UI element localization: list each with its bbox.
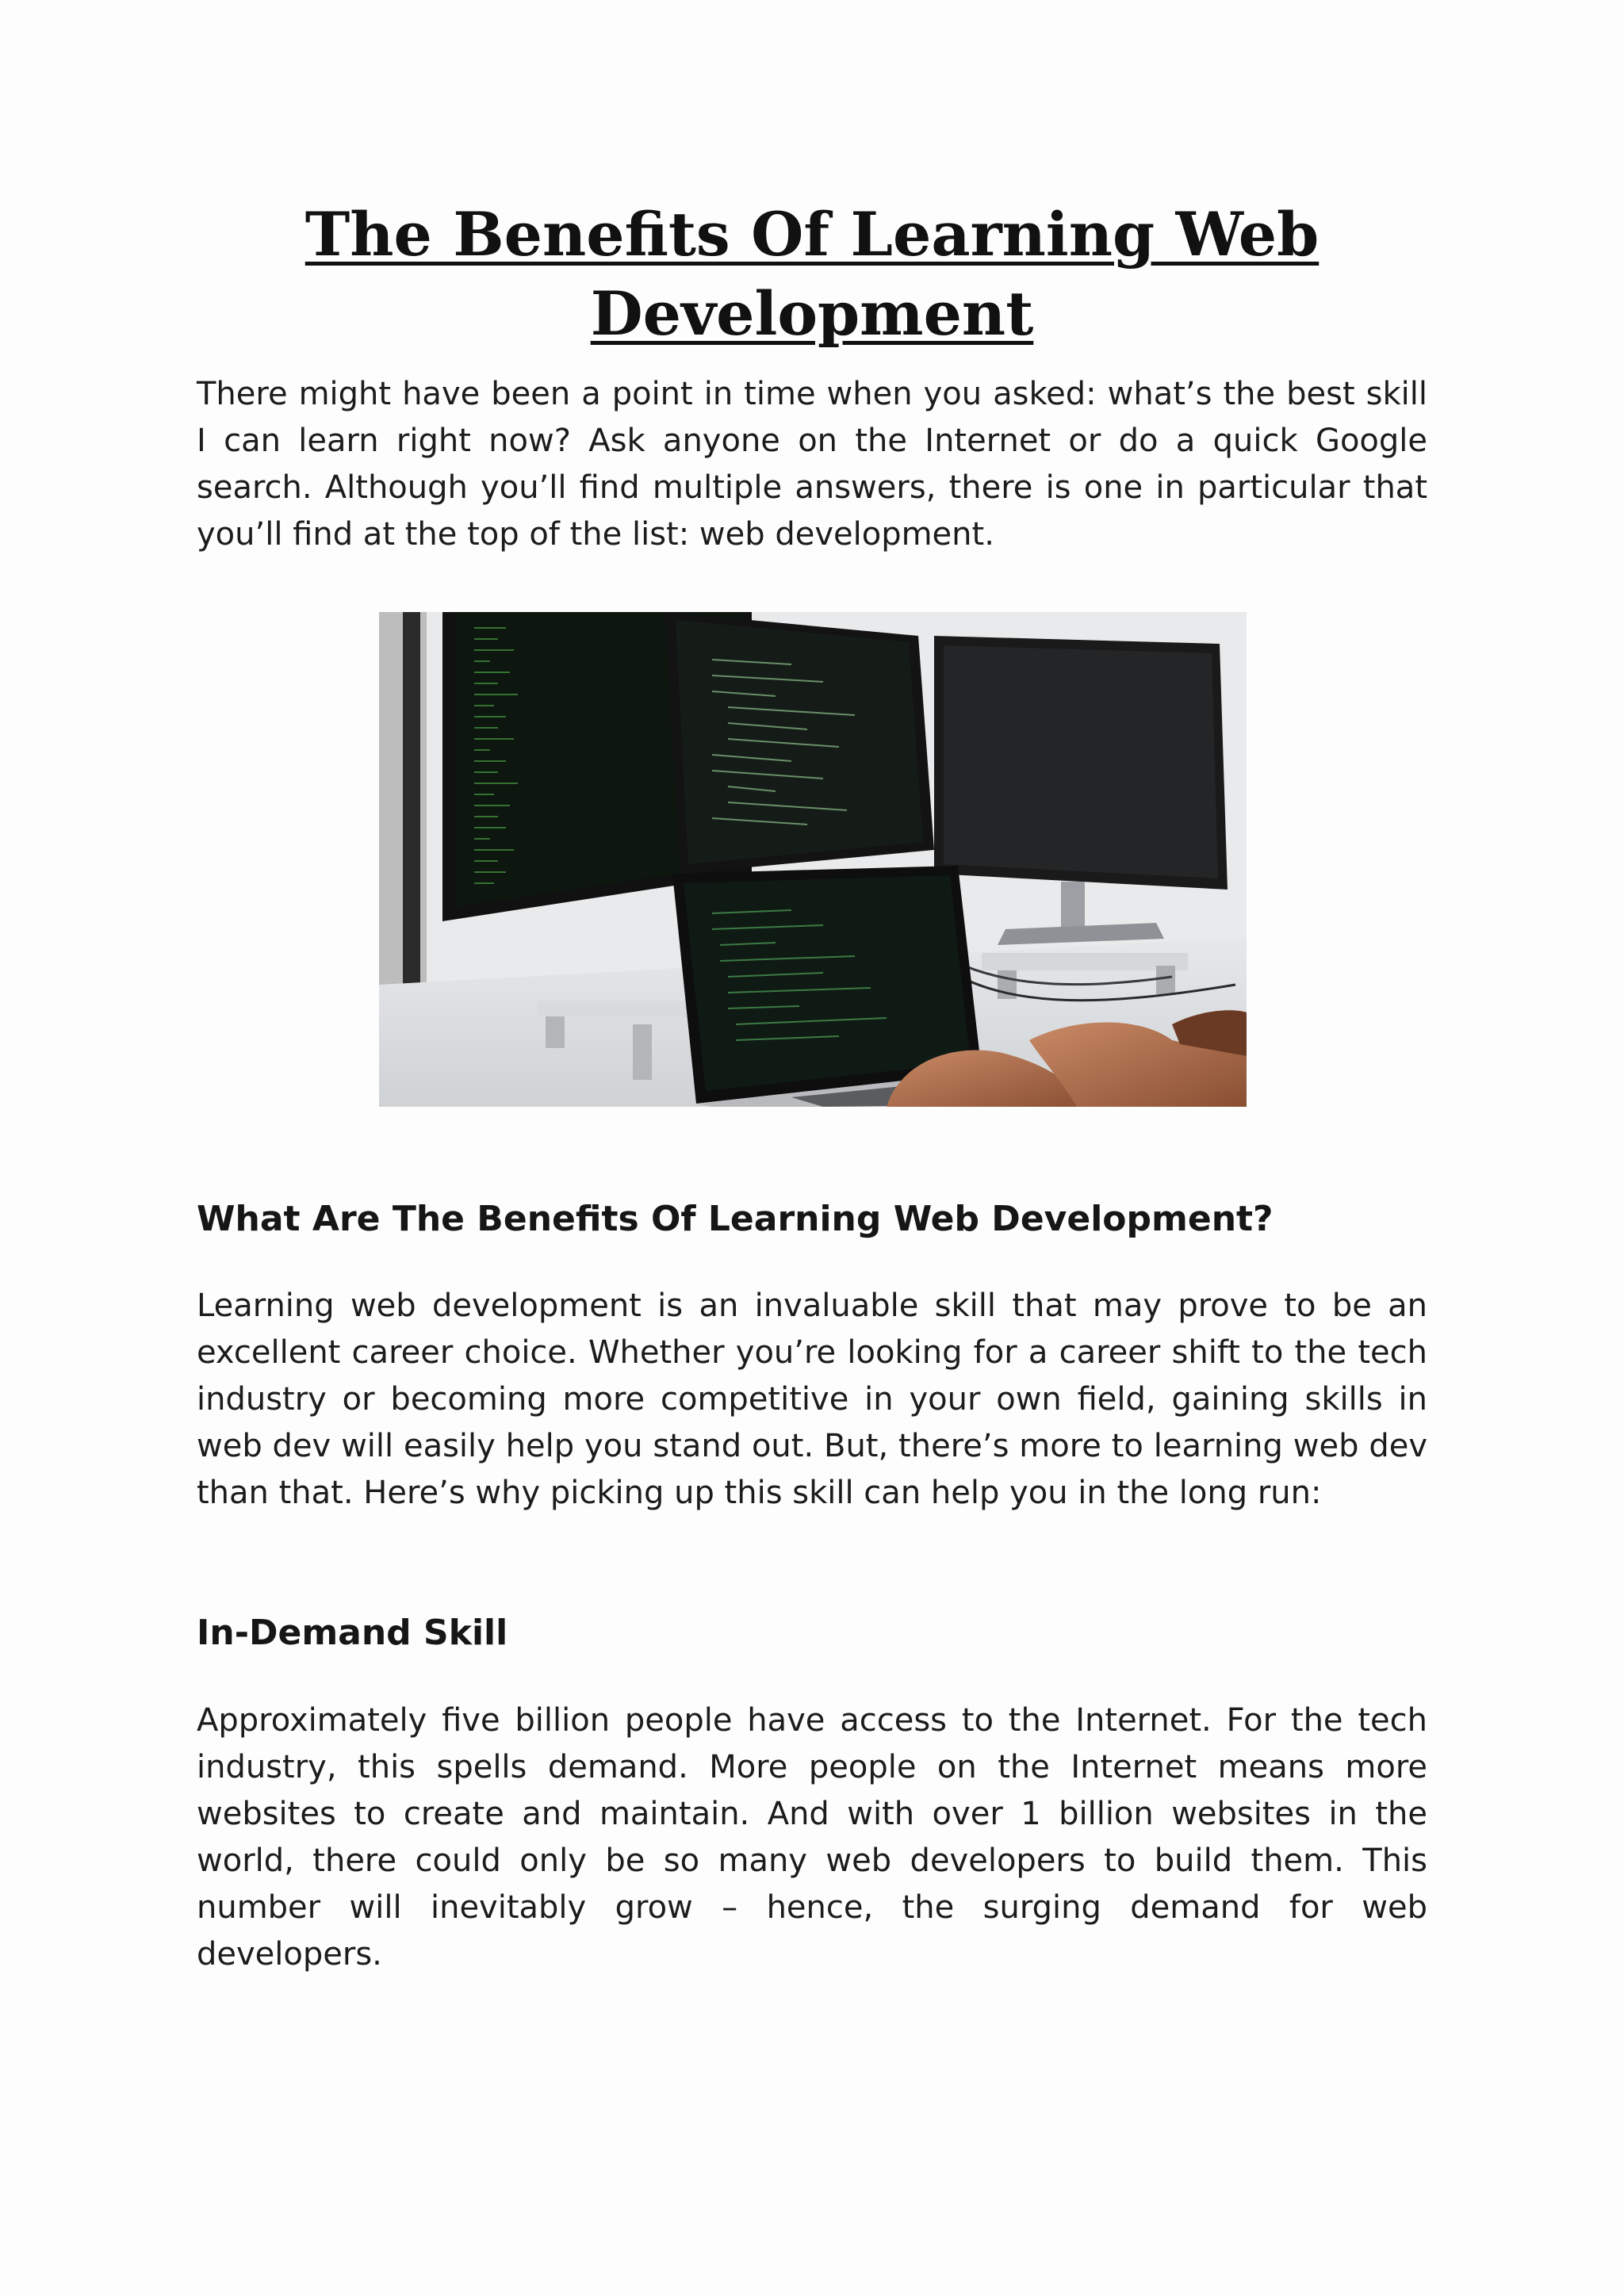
section-heading-in-demand-skill: In-Demand Skill bbox=[197, 1613, 508, 1653]
in-demand-skill-paragraph: Approximately five billion people have access to the Internet. For the tech industry, this spells demand. More people on the Internet means more websites to create and maintain. And with over 1 billion websites in the world, there could only be so many web developers to build them. This number will inevitably grow – hence, the surging demand for web developers. bbox=[197, 1702, 1427, 1973]
section-heading-benefits: What Are The Benefits Of Learning Web Development? bbox=[197, 1199, 1274, 1239]
intro-paragraph: There might have been a point in time when you asked: what’s the best skill I can learn right now? Ask anyone on the Internet or do a quick Google search. Although you’ll find multiple answers, there is one in particular that you’ll find at the top of the list: web development. bbox=[197, 376, 1427, 553]
benefits-paragraph: Learning web development is an invaluable skill that may prove to be an excellent career choice. Whether you’re looking for a career shift to the tech industry or becoming more competitive in your own field, gaining skills in web dev will easily help you stand out. But, there’s more to learning web dev than that. Here’s why picking up this skill can help you in the long run: bbox=[197, 1288, 1427, 1511]
document-title: The Benefits Of Learning Web Development bbox=[304, 199, 1320, 349]
workstation-photo bbox=[379, 612, 1247, 1107]
